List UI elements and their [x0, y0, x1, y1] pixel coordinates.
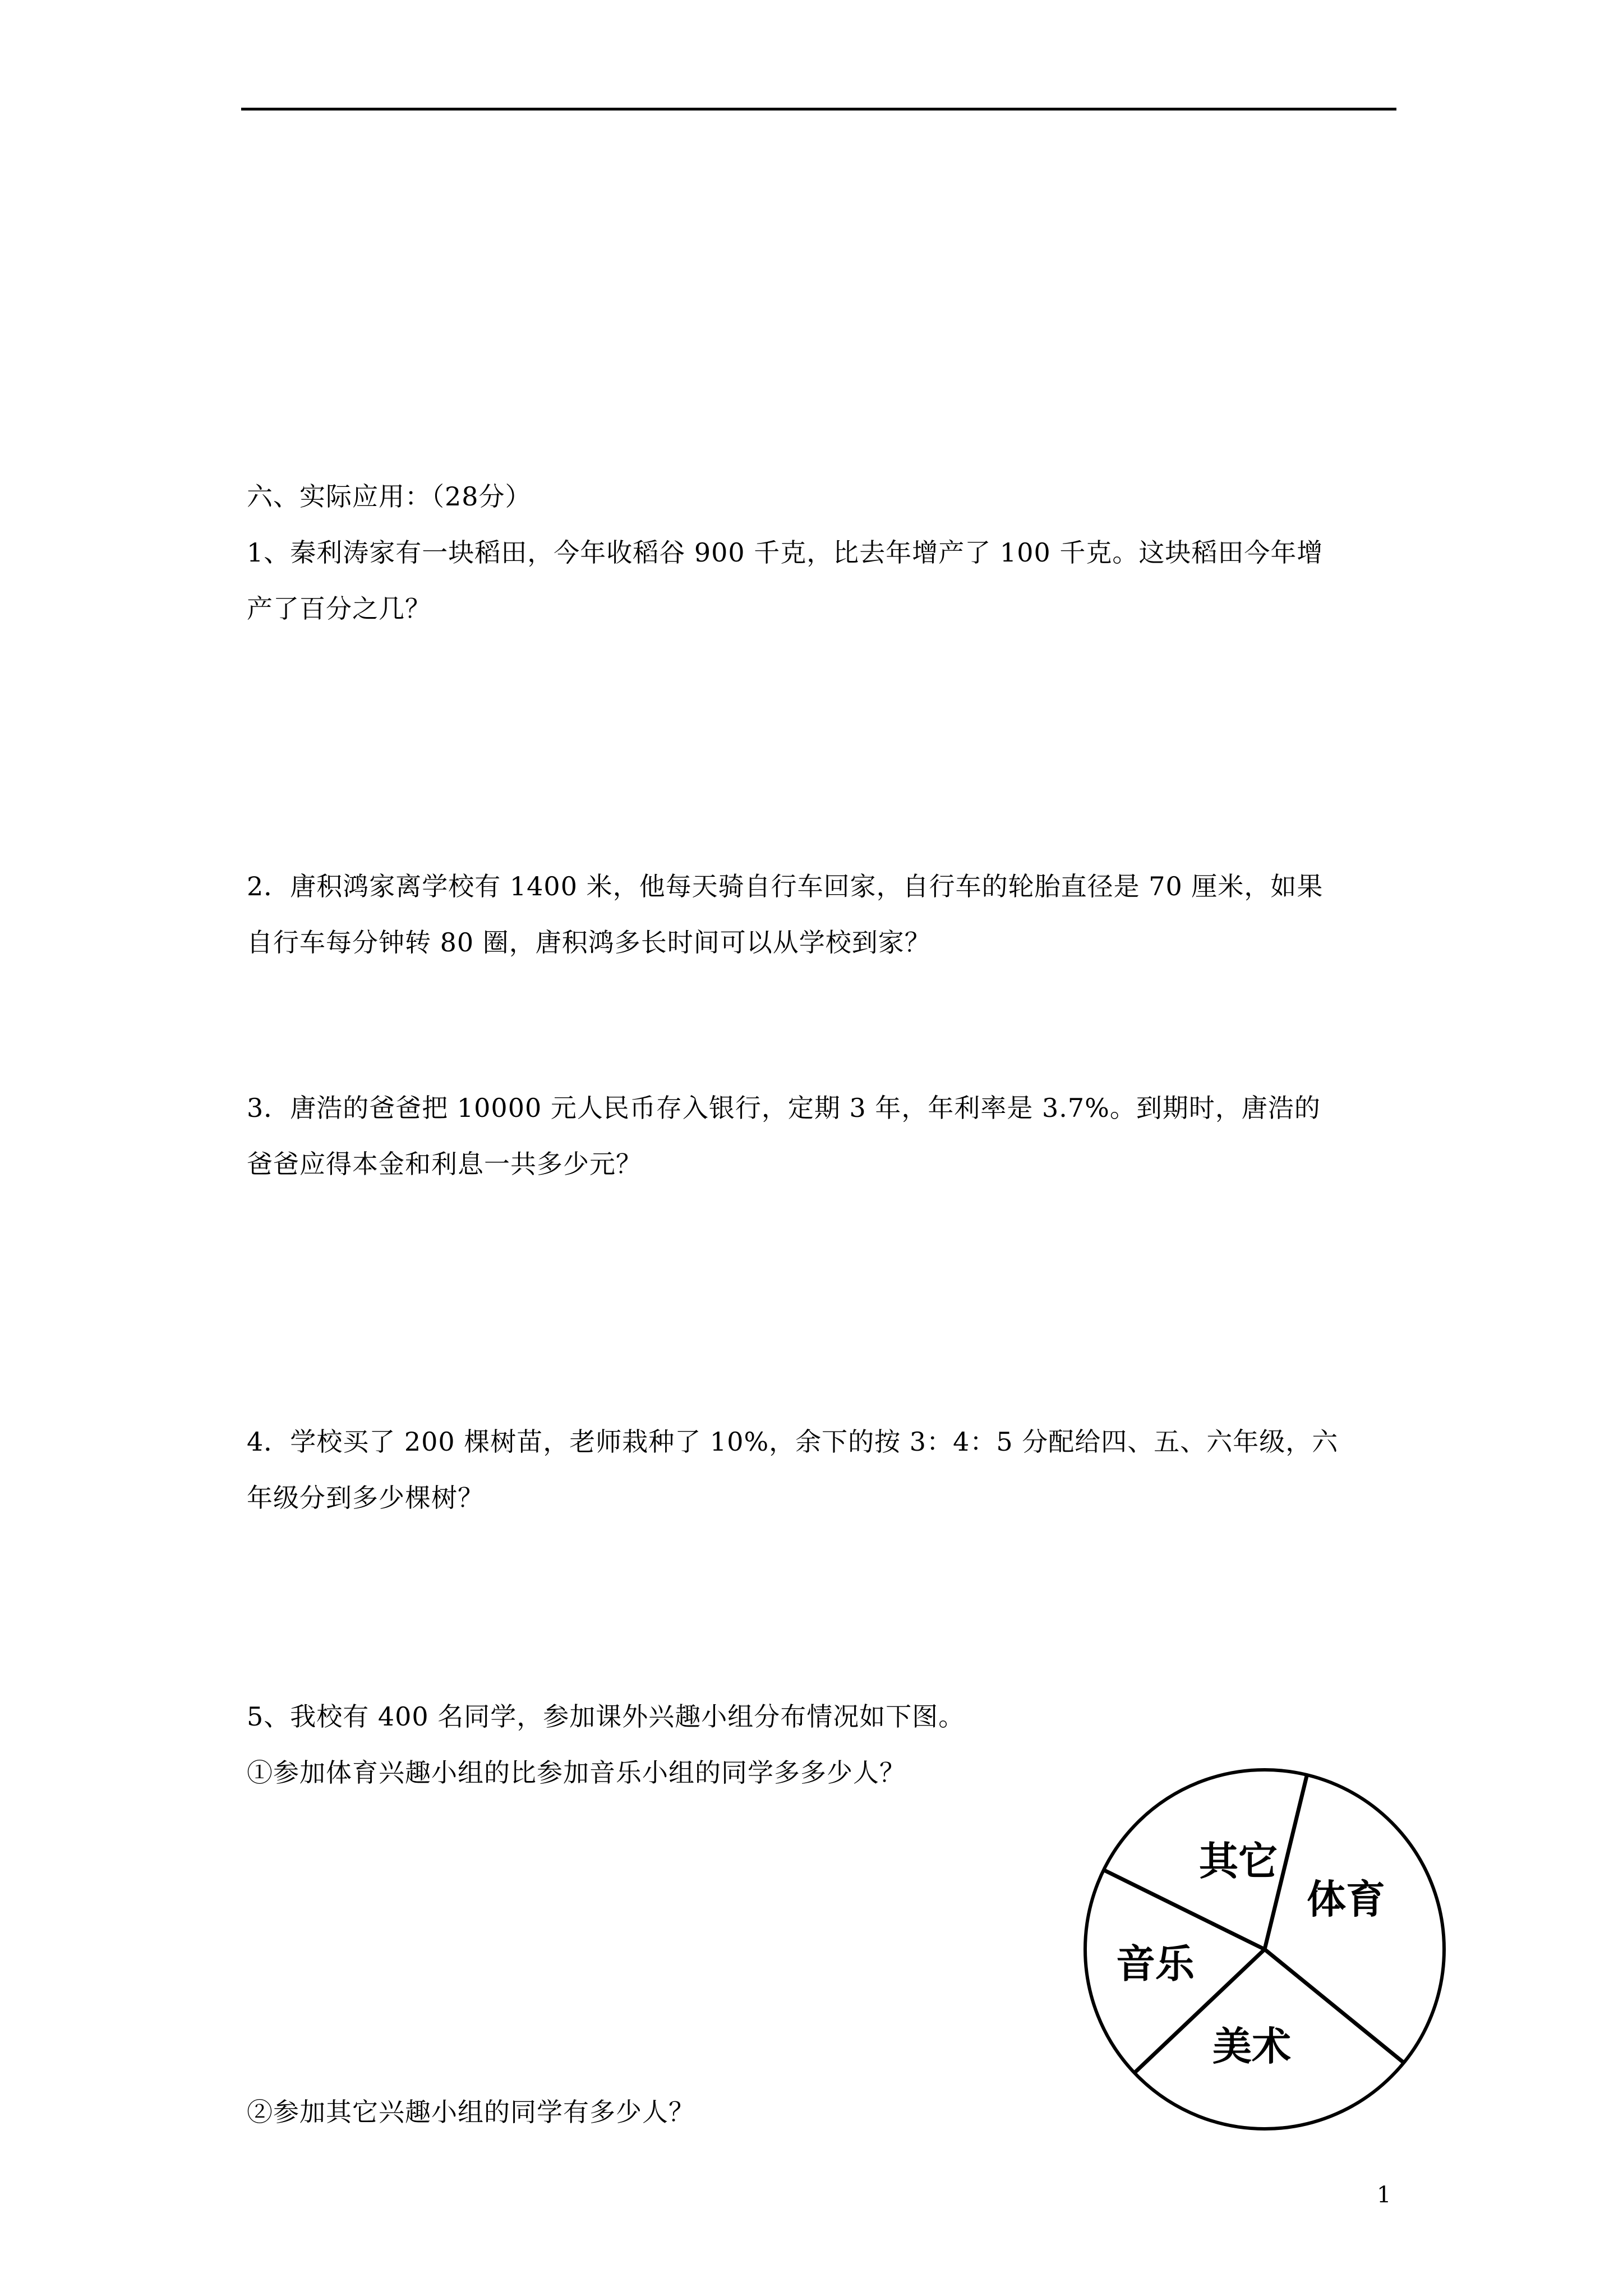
page-number: 1 — [1377, 2182, 1391, 2208]
pie-label-sports: 体育 — [1307, 1876, 1385, 1922]
question-2-line-1: 2．唐积鸿家离学校有 1400 米，他每天骑自行车回家，自行车的轮胎直径是 70 厘米，如果 — [247, 871, 1324, 901]
pie-label-music: 音乐 — [1116, 1941, 1195, 1987]
question-4-line-1: 4．学校买了 200 棵树苗，老师栽种了 10%，余下的按 3：4：5 分配给四、五、六年级，六 — [247, 1427, 1339, 1457]
question-3-line-2: 爸爸应得本金和利息一共多少元？ — [247, 1149, 642, 1179]
pie-label-art: 美术 — [1212, 2023, 1291, 2069]
question-5-sub-2: ②参加其它兴趣小组的同学有多少人？ — [247, 2097, 695, 2127]
pie-label-other: 其它 — [1199, 1838, 1278, 1884]
question-5-sub-1: ①参加体育兴趣小组的比参加音乐小组的同学多多少人？ — [247, 1757, 906, 1788]
interest-group-pie-chart — [1082, 1767, 1475, 2160]
question-4-line-2: 年级分到多少棵树？ — [247, 1483, 484, 1513]
section-title: 六、实际应用：（28分） — [247, 481, 532, 512]
question-5-line-1: 5、我校有 400 名同学，参加课外兴趣小组分布情况如下图。 — [247, 1701, 965, 1732]
question-1-line-1: 1、秦利涛家有一块稻田，今年收稻谷 900 千克，比去年增产了 100 千克。这块稻田今年增 — [247, 537, 1324, 568]
question-3-line-1: 3．唐浩的爸爸把 10000 元人民币存入银行，定期 3 年，年利率是 3.7%。到期时，唐浩的 — [247, 1093, 1321, 1123]
question-1-line-2: 产了百分之几？ — [247, 593, 431, 624]
question-2-line-2: 自行车每分钟转 80 圈，唐积鸿多长时间可以从学校到家？ — [247, 927, 931, 958]
header-rule — [241, 108, 1396, 111]
